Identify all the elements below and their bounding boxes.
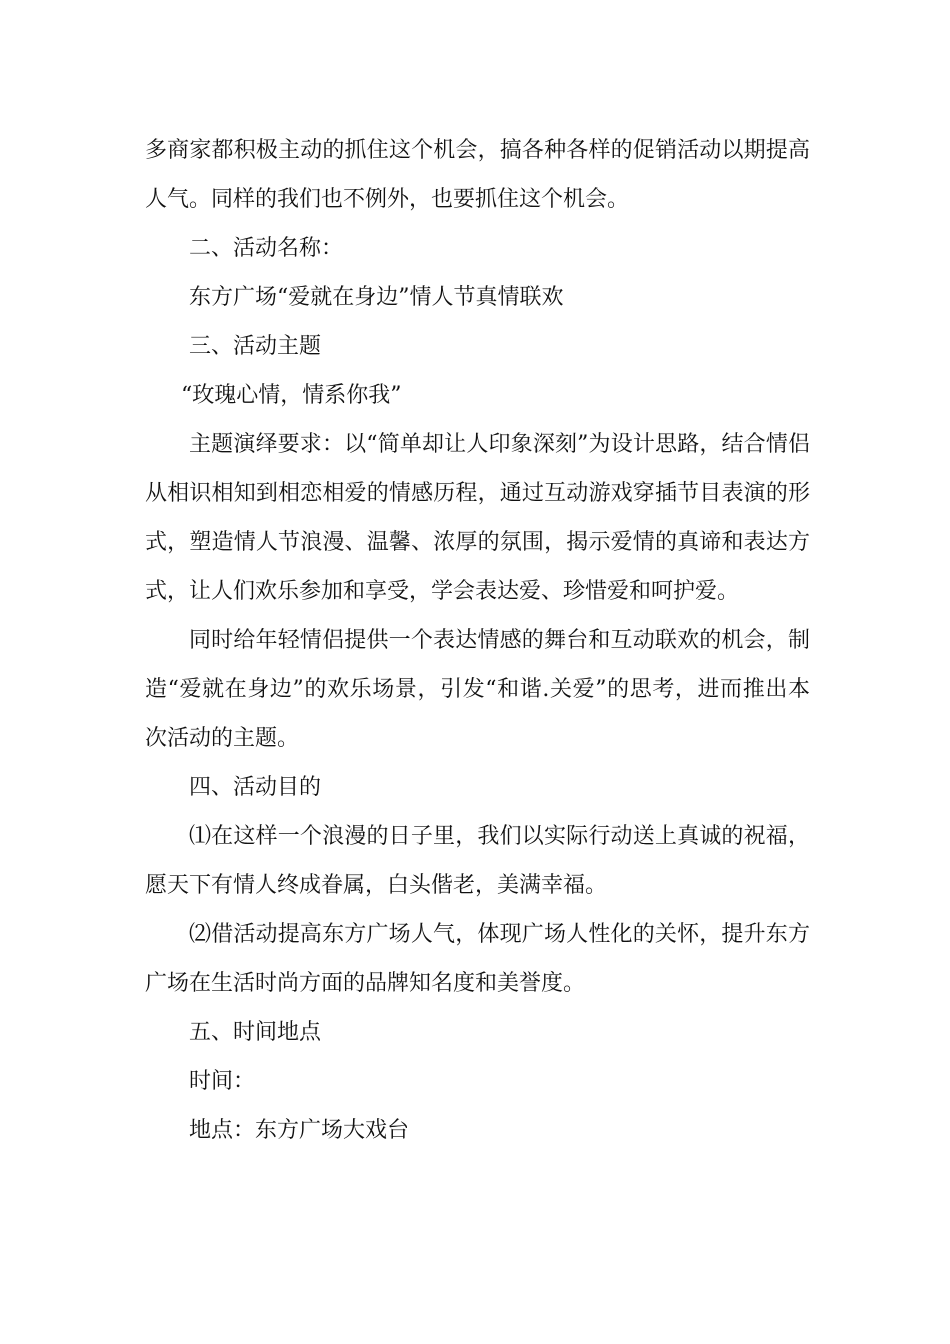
paragraph-theme-requirements: 主题演绎要求：以“简单却让人印象深刻”为设计思路，结合情侣从相识相知到相恋相爱的情感历程，通过互动游戏穿插节目表演的形式，塑造情人节浪漫、温馨、浓厚的氛围，揭示爱情的真谛和表达方式，让人们欢乐参加和享受，学会表达爱、珍惜爱和呵护爱。 [145,432,810,604]
heading-activity-name: 二、活动名称： [189,236,344,261]
purpose-item-1: ⑴在这样一个浪漫的日子里，我们以实际行动送上真诚的祝福，愿天下有情人终成眷属，白头偕老，美满幸福。 [145,824,810,898]
heading-activity-purpose: 四、活动目的 [189,775,322,800]
paragraph-background-continued: 多商家都积极主动的抓住这个机会，搞各种各样的促销活动以期提高人气。同样的我们也不例外，也要抓住这个机会。 [145,138,810,212]
paragraph-theme-stage: 同时给年轻情侣提供一个表达情感的舞台和互动联欢的机会，制造“爱就在身边”的欢乐场景，引发“和谐.关爱”的思考，进而推出本次活动的主题。 [145,628,810,751]
activity-name-text: 东方广场“爱就在身边”情人节真情联欢 [189,285,564,310]
activity-theme-slogan: “玫瑰心情，情系你我” [181,383,402,408]
time-label: 时间： [189,1069,256,1094]
purpose-item-2: ⑵借活动提高东方广场人气，体现广场人性化的关怀，提升东方广场在生活时尚方面的品牌知名度和美誉度。 [145,922,810,996]
document-body [145,126,810,1155]
heading-time-place: 五、时间地点 [189,1020,322,1045]
heading-activity-theme: 三、活动主题 [189,334,322,359]
place-text: 地点：东方广场大戏台 [189,1118,410,1143]
